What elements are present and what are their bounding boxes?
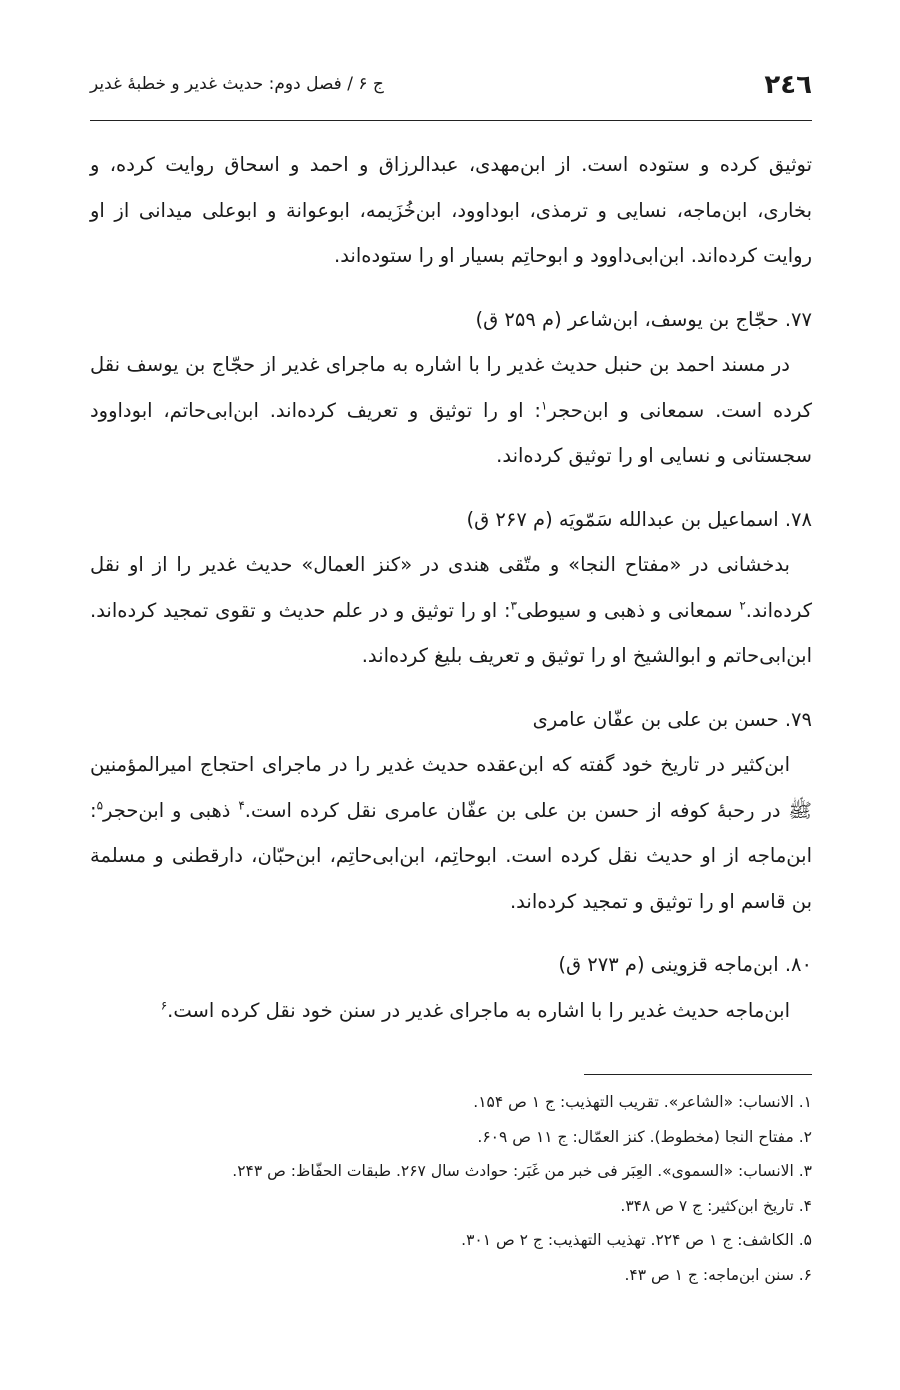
footnotes [90, 1085, 812, 1293]
entry-paragraph-77: در مسند احمد بن حنبل حدیث غدیر را با اشاره به ماجرای غدیر از حجّاج بن یوسف نقل کرده است. سمعانی و ابن‌حجر$^۱$: او را توثیق و تعریف کرده‌اند. ابن‌ابی‌حاتم، ابوداوود سجستانی و نسایی او را توثیق کرده‌اند. [90, 353, 812, 467]
entry-heading-79: ۷۹. حسن بن علی بن عفّان عامری [532, 707, 812, 731]
footnote-2: ۲. مفتاح النجا (مخطوط). کنز العمّال: ج ۱۱ ص ۶۰۹. [477, 1127, 812, 1146]
entry-heading-78: ۷۸. اسماعیل بن عبدالله سَمّویَه (م ۲۶۷ ق) [466, 507, 812, 531]
entry-paragraph-79: ابن‌کثیر در تاریخ خود گفته که ابن‌عقده حدیث غدیر را در ماجرای احتجاج امیرالمؤمنین ﷺ در رحبهٔ کوفه از حسن بن علی بن عفّان عامری نقل کرده است.$^۴$ ذهبی و ابن‌حجر$^۵$: ابن‌ماجه از او حدیث نقل کرده است. ابوحاتِم، ابن‌ابی‌حاتِم، ابن‌حبّان، دارقطنی و مسلمة بن قاسم او را توثیق و تمجید کرده‌اند. [90, 753, 812, 913]
paragraph-continuation: توثیق کرده و ستوده است. از ابن‌مهدی، عبدالرزاق و احمد و اسحاق روایت کرده، و بخاری، ابن‌ماجه، نسایی و ترمذی، ابوداوود، ابن‌خُزَیمه، ابوعوانة و ابوعلی میدانی از او روایت کرده‌اند. ابن‌ابی‌داوود و ابوحاتِم بسیار او را ستوده‌اند. [90, 153, 812, 267]
entry-heading-80: ۸۰. ابن‌ماجه قزوینی (م ۲۷۳ ق) [558, 953, 812, 976]
entry-paragraph-78: بدخشانی در «مفتاح النجا» و متّقی هندی در «کنز العمال» حدیث غدیر را از او نقل کرده‌اند.$^۲$ سمعانی و ذهبی و سیوطی$^۳$: او را توثیق و در علم حدیث و تقوی تمجید کرده‌اند. ابن‌ابی‌حاتم و ابوالشیخ او را توثیق و تعریف بلیغ کرده‌اند. [90, 553, 812, 667]
footnote-divider [584, 1074, 812, 1075]
entry-paragraph-80: ابن‌ماجه حدیث غدیر را با اشاره به ماجرای غدیر در سنن خود نقل کرده است.$^۶$ [160, 998, 790, 1022]
page-number: ۲٤٦ [764, 70, 812, 100]
entry-heading-77: ۷۷. حجّاج بن یوسف، ابن‌شاعر (م ۲۵۹ ق) [475, 307, 812, 331]
footnote-ref: ۶ [160, 998, 168, 1012]
footnote-6: ۶. سنن ابن‌ماجه: ج ۱ ص ۴۳. [624, 1265, 812, 1284]
page-header [90, 60, 812, 121]
footnote-4: ۴. تاریخ ابن‌کثیر: ج ۷ ص ۳۴۸. [620, 1196, 812, 1215]
footnote-1: ۱. الانساب: «الشاعر». تقریب التهذیب: ج ۱ ص ۱۵۴. [473, 1093, 812, 1111]
book-page [90, 60, 812, 1350]
running-title: ج ۶ / فصل دوم: حدیث غدیر و خطبهٔ غدیر [90, 74, 384, 94]
main-text [90, 142, 812, 1033]
footnote-ref: ۱ [540, 398, 548, 412]
footnote-ref: ۲ [739, 598, 746, 612]
footnote-5: ۵. الکاشف: ج ۱ ص ۲۲۴. تهذیب التهذیب: ج ۲ ص ۳۰۱. [461, 1231, 812, 1250]
footnote-ref: ۵ [96, 798, 104, 812]
footnote-ref: ۴ [238, 798, 245, 812]
footnote-3: ۳. الانساب: «السموی». العِبَر فی خبر من غَبَر: حوادث سال ۲۶۷. طبقات الحفّاظ: ص ۲۴۳. [232, 1162, 812, 1181]
footnote-ref: ۳ [510, 598, 517, 612]
